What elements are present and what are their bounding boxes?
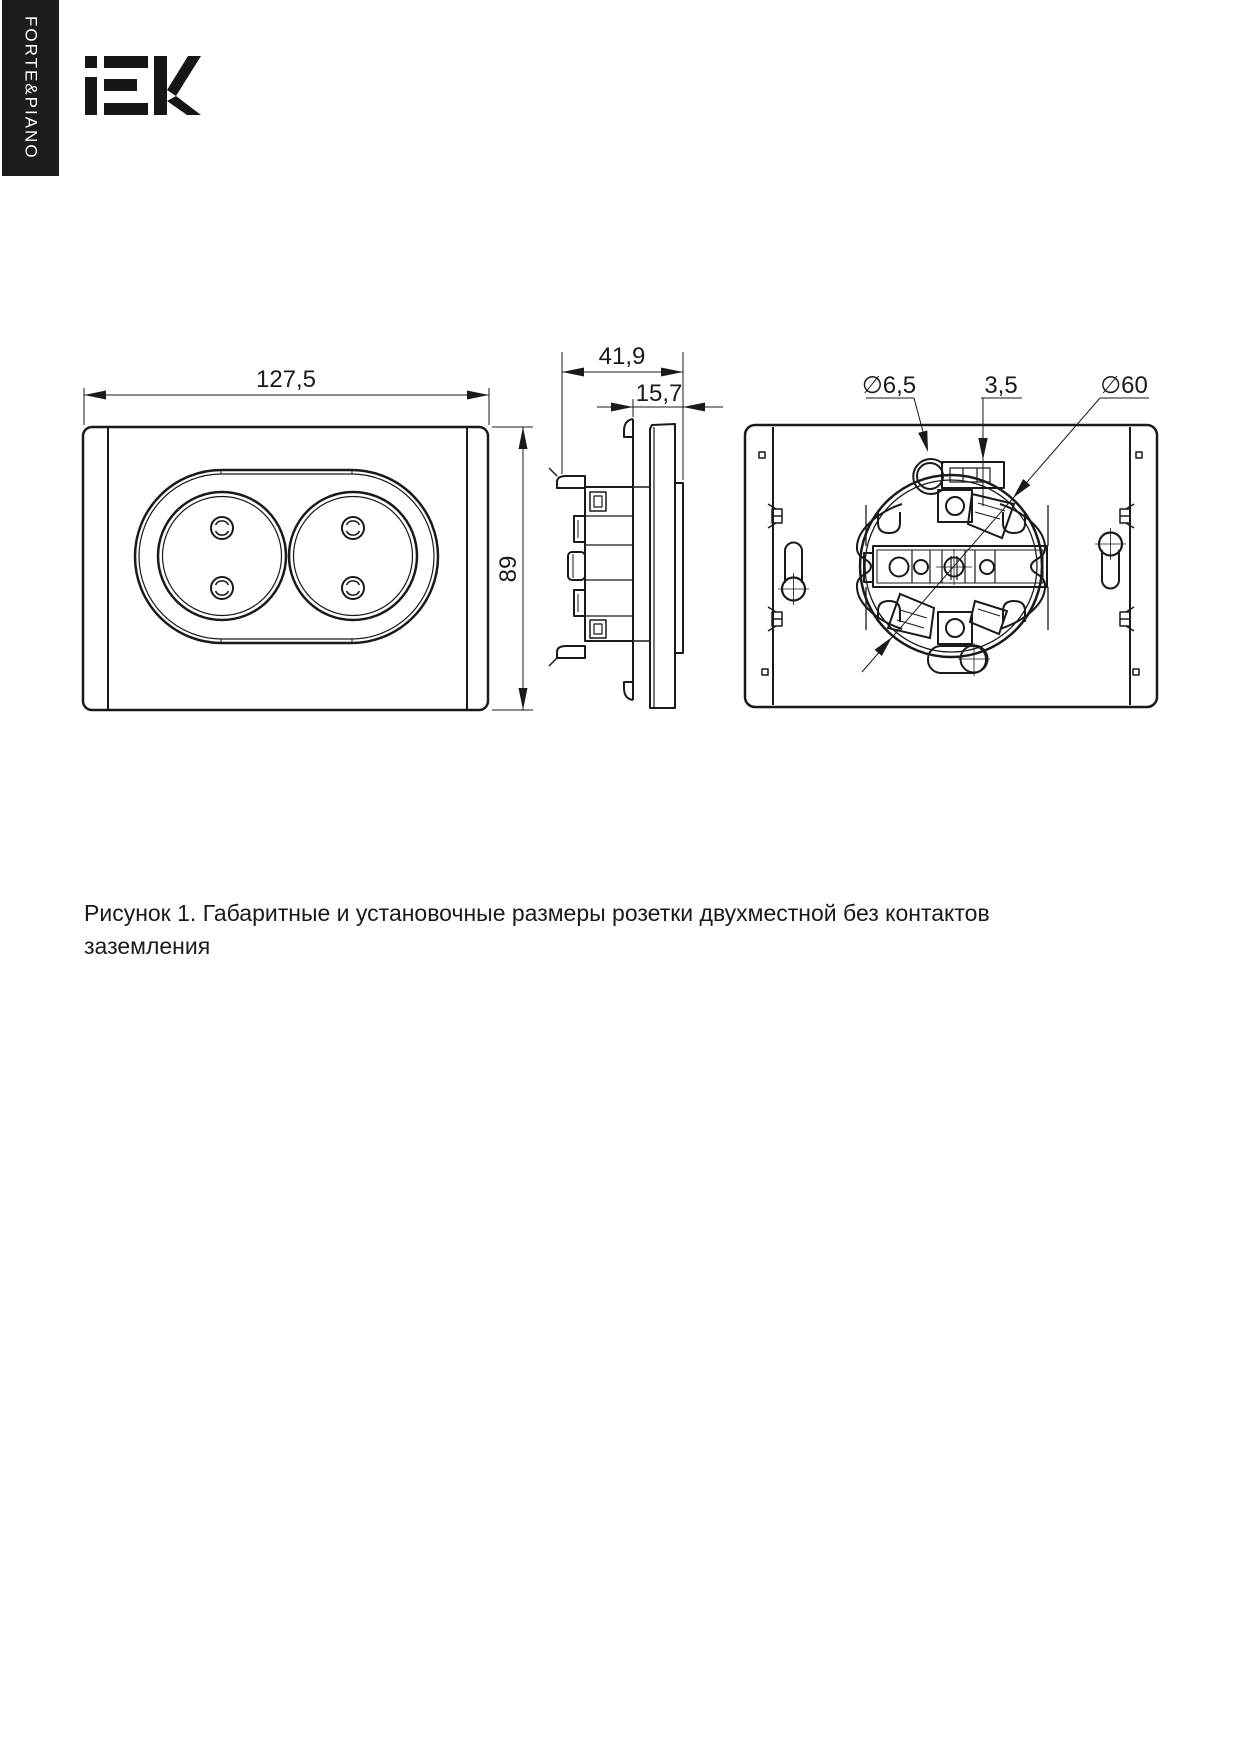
side-protrusion-label: 15,7 (635, 380, 683, 407)
box-diameter-label: ∅60 (1100, 372, 1148, 399)
series-label: FORTE&PIANO (21, 16, 41, 160)
side-view (549, 343, 723, 708)
mount-hole-dimension (862, 372, 928, 452)
front-view (83, 366, 533, 710)
back-view (745, 372, 1157, 707)
top-mount-assembly (913, 459, 1014, 538)
terminal-strip (864, 546, 1047, 587)
pin-holes (211, 517, 364, 599)
iek-logo-glyphs (85, 56, 201, 115)
mount-hole-label: ∅6,5 (861, 372, 917, 399)
keyhole-slot-right (1095, 528, 1126, 589)
front-width-label: 127,5 (255, 366, 317, 393)
iek-logo-icon (85, 56, 201, 115)
front-height-label: 89 (495, 555, 522, 583)
side-protrusion-dimension (597, 380, 723, 417)
front-width-dimension (84, 366, 489, 425)
offset-label: 3,5 (984, 372, 1018, 399)
series-bar (2, 0, 59, 176)
figure-caption-line2: заземления (84, 933, 211, 959)
offset-dimension (978, 372, 1022, 506)
keyhole-slot-left (778, 543, 809, 606)
figure-caption-line1: Рисунок 1. Габаритные и установочные размеры розетки двухместной без контактов (84, 900, 990, 926)
front-height-dimension (492, 427, 533, 710)
dimension-drawing (0, 300, 1239, 760)
figure-caption (84, 897, 996, 963)
side-depth-label: 41,9 (598, 343, 646, 370)
side-depth-dimension (562, 343, 683, 480)
bottom-mount-assembly (888, 594, 1007, 676)
